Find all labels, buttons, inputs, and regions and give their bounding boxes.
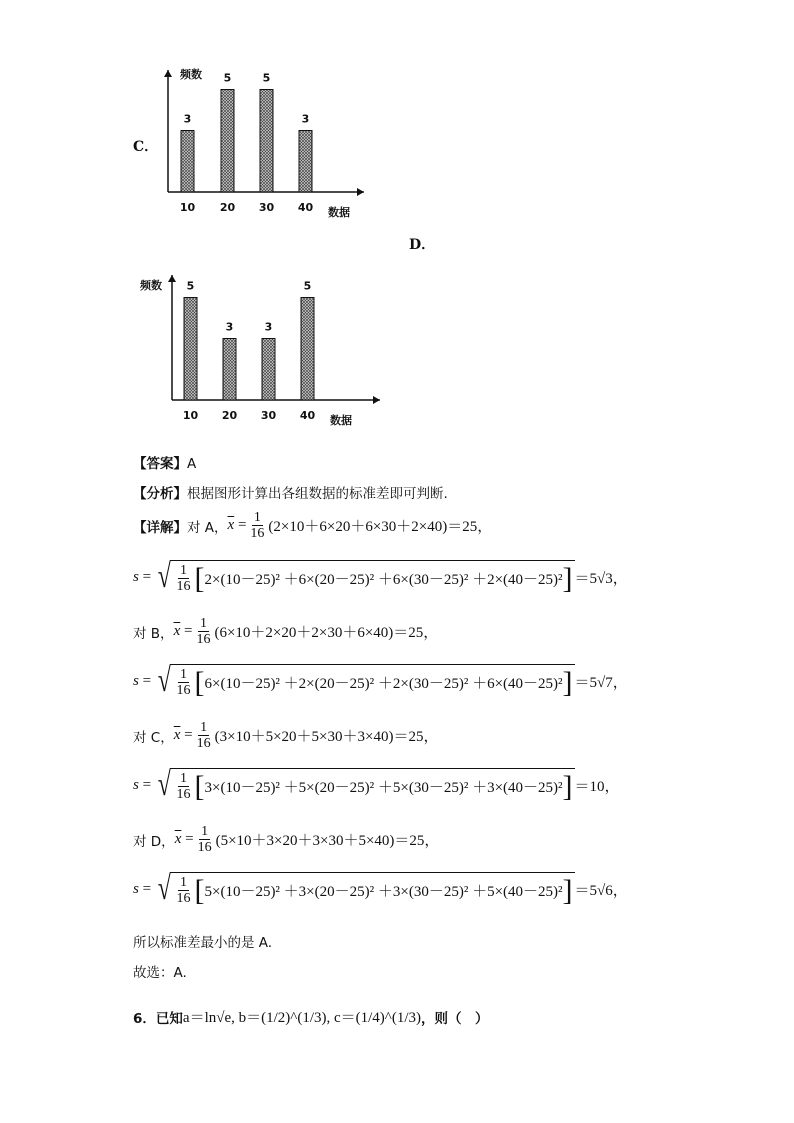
analysis-tag: 【分析】 [133, 486, 187, 502]
x-axis-label: 数据 [330, 414, 352, 427]
question-6-expr: a＝ln√e, b＝(1/2)^(1/3), c＝(1/4)^(1/3) [182, 1010, 421, 1026]
detail-c-s-line: s = √ $\frac{1}{16}$ [ 3×(10－25)² ＋5×(20－25)² ＋5×(30－25)² ＋3×(40－25)² ] ＝10， [133, 766, 620, 803]
analysis-line [133, 482, 448, 502]
bar-value-label: 3 [264, 320, 273, 334]
detail-a-mean-expr: (2×10＋6×20＋6×30＋2×40)＝25， [268, 519, 493, 536]
detail-b-s-result: ＝5√7， [574, 674, 628, 691]
detail-c-mean-expr: (3×10＋5×20＋5×30＋3×40)＝25， [214, 729, 439, 746]
detail-b-mean-line: 对 B， $\overline{x}$ = $\frac{1}{16}$ (6×10＋2×20＋2×30＋6×40)＝25， [133, 616, 439, 648]
x-axis-arrow [373, 396, 380, 404]
bar-value-label: 5 [186, 279, 195, 293]
y-axis-label: 频数 [180, 68, 202, 81]
bar-value-label: 3 [183, 112, 192, 126]
option-c-bar-chart [150, 60, 390, 230]
bar-value-label: 5 [223, 71, 232, 85]
detail-d-lead: 对 D， [133, 833, 175, 850]
detail-b-mean-expr: (6×10＋2×20＋2×30＋6×40)＝25， [214, 625, 439, 642]
answer-line [133, 452, 196, 472]
detail-c-s-result: ＝10， [574, 778, 620, 795]
bar-value-label: 5 [262, 71, 271, 85]
x-tick-label: 30 [260, 409, 277, 422]
detail-d-s-result: ＝5√6， [574, 882, 628, 899]
x-tick-label: 20 [219, 201, 236, 214]
x-bar-symbol: $\overline{x}$ [227, 517, 235, 534]
detail-c-lead: 对 C， [133, 729, 174, 746]
option-d-label: D． [409, 237, 436, 253]
bar [262, 339, 275, 401]
x-axis-arrow [357, 188, 364, 196]
bar [181, 131, 194, 193]
detail-a-mean-line: 【详解】 对 A， $\overline{x}$ = $\frac{1}{16}$ (2×10＋6×20＋6×30＋2×40)＝25， [133, 510, 493, 542]
detail-a-s-result: ＝5√3， [574, 570, 628, 587]
detail-d-mean-expr: (5×10＋3×20＋3×30＋5×40)＝25， [215, 833, 440, 850]
bar [260, 90, 273, 193]
bar [223, 339, 236, 401]
detail-d-s-expr: 5×(10－25)² ＋3×(20－25)² ＋3×(30－25)² ＋5×(40－25)² [204, 884, 563, 901]
x-tick-label: 10 [182, 409, 199, 422]
option-c-label: C． [133, 139, 159, 155]
bar [221, 90, 234, 193]
y-axis-label: 频数 [140, 279, 162, 292]
x-tick-label: 10 [179, 201, 196, 214]
bar [301, 298, 314, 401]
detail-b-lead: 对 B， [133, 625, 174, 642]
x-tick-label: 20 [221, 409, 238, 422]
question-6-tail: ，则（ ） [421, 1010, 489, 1027]
answer-text: A [187, 456, 197, 472]
bar-value-label: 5 [303, 279, 312, 293]
analysis-text: 根据图形计算出各组数据的标准差即可判断. [187, 486, 448, 502]
bar [184, 298, 197, 401]
x-tick-label: 30 [258, 201, 275, 214]
question-6-number: 6．已知 [133, 1010, 183, 1027]
choice-line: 故选：A. [133, 965, 187, 981]
detail-c-s-expr: 3×(10－25)² ＋5×(20－25)² ＋5×(30－25)² ＋3×(40－25)² [204, 780, 563, 797]
detail-d-mean-line: 对 D， $\overline{x}$ = $\frac{1}{16}$ (5×10＋3×20＋3×30＋5×40)＝25， [133, 824, 440, 856]
x-axis-label: 数据 [328, 206, 350, 219]
y-axis-arrow [168, 275, 176, 282]
detail-tag: 【详解】 [133, 519, 187, 536]
detail-a-s-expr: 2×(10－25)² ＋6×(20－25)² ＋6×(30－25)² ＋2×(40－25)² [204, 572, 563, 589]
bar [299, 131, 312, 193]
x-tick-label: 40 [297, 201, 314, 214]
detail-b-s-expr: 6×(10－25)² ＋2×(20－25)² ＋2×(30－25)² ＋6×(40－25)² [204, 676, 563, 693]
x-tick-label: 40 [299, 409, 316, 422]
question-6-line [133, 1006, 489, 1027]
conclusion-line: 所以标准差最小的是 A. [133, 935, 273, 951]
detail-b-s-line: s = √ $\frac{1}{16}$ [ 6×(10－25)² ＋2×(20－25)² ＋2×(30－25)² ＋6×(40－25)² ] ＝5√7， [133, 662, 628, 699]
option-d-bar-chart [130, 266, 390, 436]
y-axis-arrow [164, 70, 172, 77]
bar-value-label: 3 [301, 112, 310, 126]
detail-a-lead: 对 A， [187, 519, 228, 536]
detail-c-mean-line: 对 C， $\overline{x}$ = $\frac{1}{16}$ (3×10＋5×20＋5×30＋3×40)＝25， [133, 720, 439, 752]
detail-d-s-line: s = √ $\frac{1}{16}$ [ 5×(10－25)² ＋3×(20－25)² ＋3×(30－25)² ＋5×(40－25)² ] ＝5√6， [133, 870, 628, 907]
answer-tag: 【答案】 [133, 456, 187, 472]
detail-a-s-line: s = √ $\frac{1}{16}$ [ 2×(10－25)² ＋6×(20－25)² ＋6×(30－25)² ＋2×(40－25)² ] ＝5√3， [133, 558, 628, 595]
fraction-1-16: $\frac{1}{16}$ [250, 510, 265, 542]
bar-value-label: 3 [225, 320, 234, 334]
